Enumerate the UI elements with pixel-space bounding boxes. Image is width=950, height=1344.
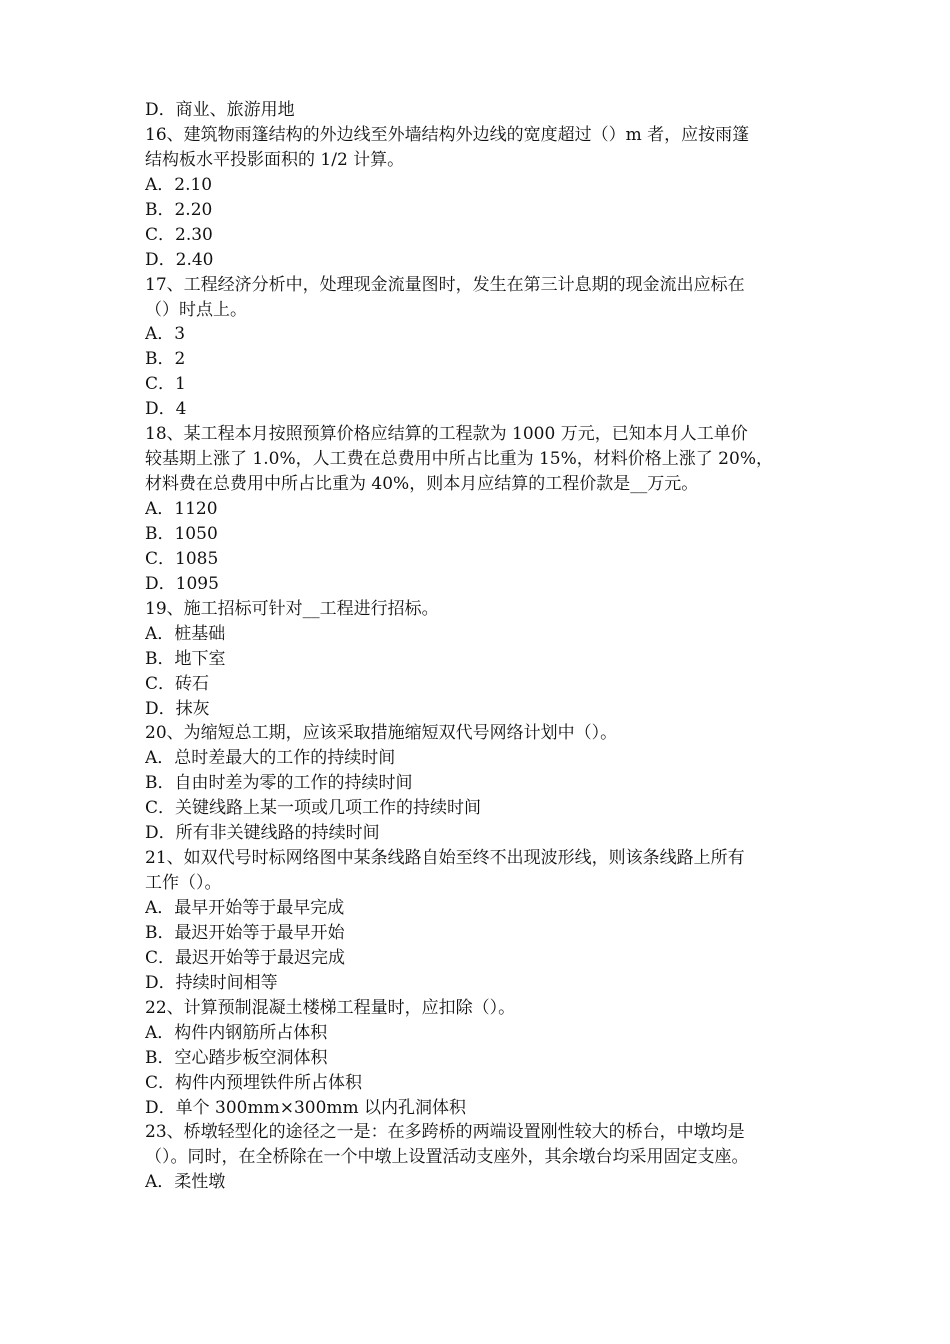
- question-line: 工作（）。: [145, 873, 222, 894]
- question-line: 材料费在总费用中所占比重为 40%，则本月应结算的工程价款是__万元。: [145, 474, 699, 495]
- option-line: D．持续时间相等: [145, 972, 278, 993]
- option-line: B．地下室: [145, 648, 226, 669]
- question-line: 18、某工程本月按照预算价格应结算的工程款为 1000 万元，已知本月人工单价: [145, 424, 748, 445]
- option-line: B．最迟开始等于最早开始: [145, 922, 345, 943]
- option-line: C．1085: [145, 548, 219, 569]
- option-line: D．1095: [145, 573, 219, 594]
- option-line: B．2.20: [145, 199, 213, 220]
- question-line: 16、建筑物雨篷结构的外边线至外墙结构外边线的宽度超过（）m 者，应按雨篷: [145, 124, 750, 145]
- option-line: D．4: [145, 399, 187, 420]
- option-line: A．柔性墩: [145, 1172, 226, 1193]
- option-line: D．2.40: [145, 249, 214, 270]
- option-line: C．砖石: [145, 673, 210, 694]
- option-line: A．构件内钢筋所占体积: [145, 1022, 328, 1043]
- question-line: 结构板水平投影面积的 1/2 计算。: [145, 149, 405, 170]
- option-line: A．桩基础: [145, 623, 226, 644]
- option-line: B．空心踏步板空洞体积: [145, 1047, 328, 1068]
- option-line: A．2.10: [145, 174, 213, 195]
- option-line: A．最早开始等于最早完成: [145, 898, 345, 918]
- option-line: C．最迟开始等于最迟完成: [145, 947, 346, 968]
- option-line: C．2.30: [145, 224, 213, 245]
- option-line: B．自由时差为零的工作的持续时间: [145, 773, 413, 794]
- question-line: 较基期上涨了 1.0%，人工费在总费用中所占比重为 15%，材料价格上涨了 20%，: [145, 449, 773, 470]
- question-line: 23、桥墩轻型化的途径之一是：在多跨桥的两端设置刚性较大的桥台，中墩均是: [145, 1122, 745, 1143]
- question-line: 17、工程经济分析中，处理现金流量图时，发生在第三计息期的现金流出应标在: [145, 274, 745, 295]
- option-line: D．单个 300mm×300mm 以内孔洞体积: [145, 1097, 467, 1118]
- question-line: 22、计算预制混凝土楼梯工程量时，应扣除（）。: [145, 997, 516, 1018]
- option-line: D．商业、旅游用地: [145, 100, 295, 120]
- option-line: D．抹灰: [145, 698, 210, 719]
- document-body: [145, 98, 813, 1195]
- question-line: 21、如双代号时标网络图中某条线路自始至终不出现波形线，则该条线路上所有: [145, 848, 745, 869]
- option-line: C．构件内预埋铁件所占体积: [145, 1072, 363, 1093]
- question-line: 19、施工招标可针对__工程进行招标。: [145, 598, 439, 619]
- option-line: C．1: [145, 374, 186, 395]
- option-line: A．1120: [145, 499, 218, 519]
- option-line: D．所有非关键线路的持续时间: [145, 823, 380, 844]
- option-line: A．3: [145, 324, 186, 345]
- option-line: C．关键线路上某一项或几项工作的持续时间: [145, 798, 482, 819]
- option-line: A．总时差最大的工作的持续时间: [145, 748, 396, 769]
- question-line: 20、为缩短总工期，应该采取措施缩短双代号网络计划中（）。: [145, 723, 618, 744]
- option-line: B．2: [145, 349, 186, 370]
- question-line: （）。同时，在全桥除在一个中墩上设置活动支座外，其余墩台均采用固定支座。: [145, 1147, 749, 1168]
- option-line: B．1050: [145, 523, 218, 544]
- question-line: （）时点上。: [145, 299, 247, 320]
